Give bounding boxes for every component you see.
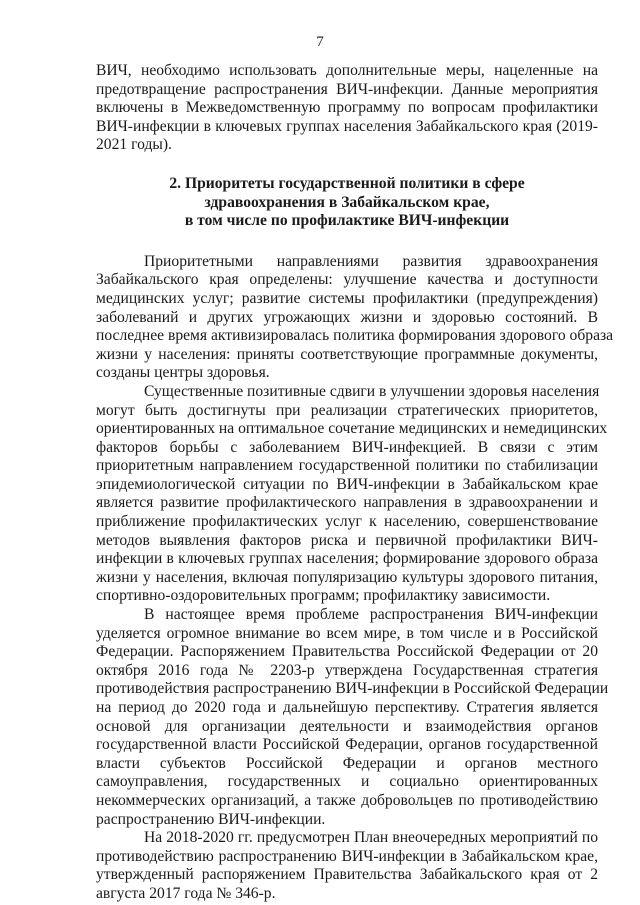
text-line: методов выявления факторов риска и первичной профилактики ВИЧ- bbox=[96, 531, 598, 549]
paragraph-strategy bbox=[96, 606, 609, 829]
text-line: эпидемиологической ситуации по ВИЧ-инфекции в Забайкальском крае bbox=[96, 475, 598, 493]
text-line: власти субъектов Российской Федерации и органов местного bbox=[96, 754, 598, 772]
text-line: уделяется огромное внимание во всем мире, в том числе и в Российской bbox=[96, 624, 598, 642]
paragraph-positive-shifts bbox=[96, 382, 608, 606]
text-line: включены в Межведомственную программу по вопросам профилактики bbox=[96, 99, 598, 117]
text-line: заболеваний и других угрожающих жизни и здоровью состояний. В bbox=[96, 308, 598, 326]
heading-line: здравоохранения в Забайкальском крае, bbox=[204, 193, 490, 211]
text-line: факторов борьбы с заболеванием ВИЧ-инфекцией. В связи с этим bbox=[96, 438, 598, 456]
section-heading bbox=[96, 175, 598, 231]
text-line: Существенные позитивные сдвиги в улучшении здоровья населения bbox=[144, 382, 600, 400]
text-line: октября 2016 года № 2203-р утверждена Государственная стратегия bbox=[96, 661, 598, 679]
text-line: распространению ВИЧ-инфекции. bbox=[96, 810, 326, 828]
text-line: самоуправления, государственных и социально ориентированных bbox=[96, 773, 598, 791]
text-line: ВИЧ-инфекции в ключевых группах населения Забайкальского края (2019- bbox=[96, 117, 598, 135]
text-line: могут быть достигнуты при реализации стратегических приоритетов, bbox=[96, 401, 598, 419]
text-line: утвержденный распоряжением Правительства Забайкальского края от 2 bbox=[96, 866, 598, 884]
text-line: приближение профилактических услуг к населению, совершенствование bbox=[96, 513, 598, 531]
text-line: В настоящее время проблеме распространения ВИЧ-инфекции bbox=[144, 606, 598, 624]
heading-line: 2. Приоритеты государственной политики в сфере bbox=[169, 174, 525, 192]
text-line: противодействию распространению ВИЧ-инфекции в Забайкальском крае, bbox=[96, 847, 598, 865]
text-line: некоммерческих организаций, а также добровольцев по противодействию bbox=[96, 791, 598, 809]
intro-paragraph bbox=[96, 62, 598, 155]
text-line: созданы центры здоровья. bbox=[96, 364, 270, 382]
paragraph-priorities bbox=[96, 252, 614, 383]
text-line: на период до 2020 года и дальнейшую перспективу. Стратегия является bbox=[96, 699, 598, 716]
text-line: августа 2017 года № 346-р. bbox=[96, 884, 276, 902]
text-line: противодействия распространению ВИЧ-инфекции в Российской Федерации bbox=[96, 680, 609, 698]
text-line: Федерации. Распоряжением Правительства Российской Федерации от 20 bbox=[96, 643, 598, 661]
text-line: спортивно-оздоровительных программ; профилактику зависимости. bbox=[96, 587, 551, 605]
text-line: жизни у населения: приняты соответствующие программные документы, bbox=[96, 345, 598, 363]
text-line: инфекции в ключевых группах населения; формирование здорового образа bbox=[96, 550, 598, 568]
text-line: Забайкальского края определены: улучшение качества и доступности bbox=[96, 271, 598, 289]
text-line: является развитие профилактического направления в здравоохранении и bbox=[96, 494, 598, 512]
paragraph-plan bbox=[96, 829, 598, 903]
text-line: ориентированных на оптимальное сочетание медицинских и немедицинских bbox=[96, 420, 608, 438]
text-line: На 2018-2020 гг. предусмотрен План внеочередных мероприятий по bbox=[144, 829, 598, 847]
text-line: медицинских услуг; развитие системы профилактики (предупреждения) bbox=[96, 289, 598, 307]
text-line: жизни у населения, включая популяризацию культуры здорового питания, bbox=[96, 568, 598, 586]
text-line: государственной власти Российской Федерации, органов государственной bbox=[96, 736, 598, 754]
page-number: 7 bbox=[316, 34, 324, 50]
text-line: ВИЧ, необходимо использовать дополнительные меры, нацеленные на bbox=[96, 62, 598, 79]
text-line: 2021 годы). bbox=[96, 136, 172, 154]
text-line: предотвращение распространения ВИЧ-инфекции. Данные мероприятия bbox=[96, 80, 598, 98]
text-line: Приоритетными направлениями развития здравоохранения bbox=[144, 252, 598, 270]
text-line: основой для организации деятельности и взаимодействия органов bbox=[96, 717, 598, 735]
text-line: последнее время активизировалась политика формирования здорового образа bbox=[96, 327, 614, 345]
text-line: приоритетным направлением государственной политики по стабилизации bbox=[96, 457, 598, 475]
document-body bbox=[96, 62, 614, 904]
heading-line: в том числе по профилактике ВИЧ-инфекции bbox=[184, 212, 510, 230]
